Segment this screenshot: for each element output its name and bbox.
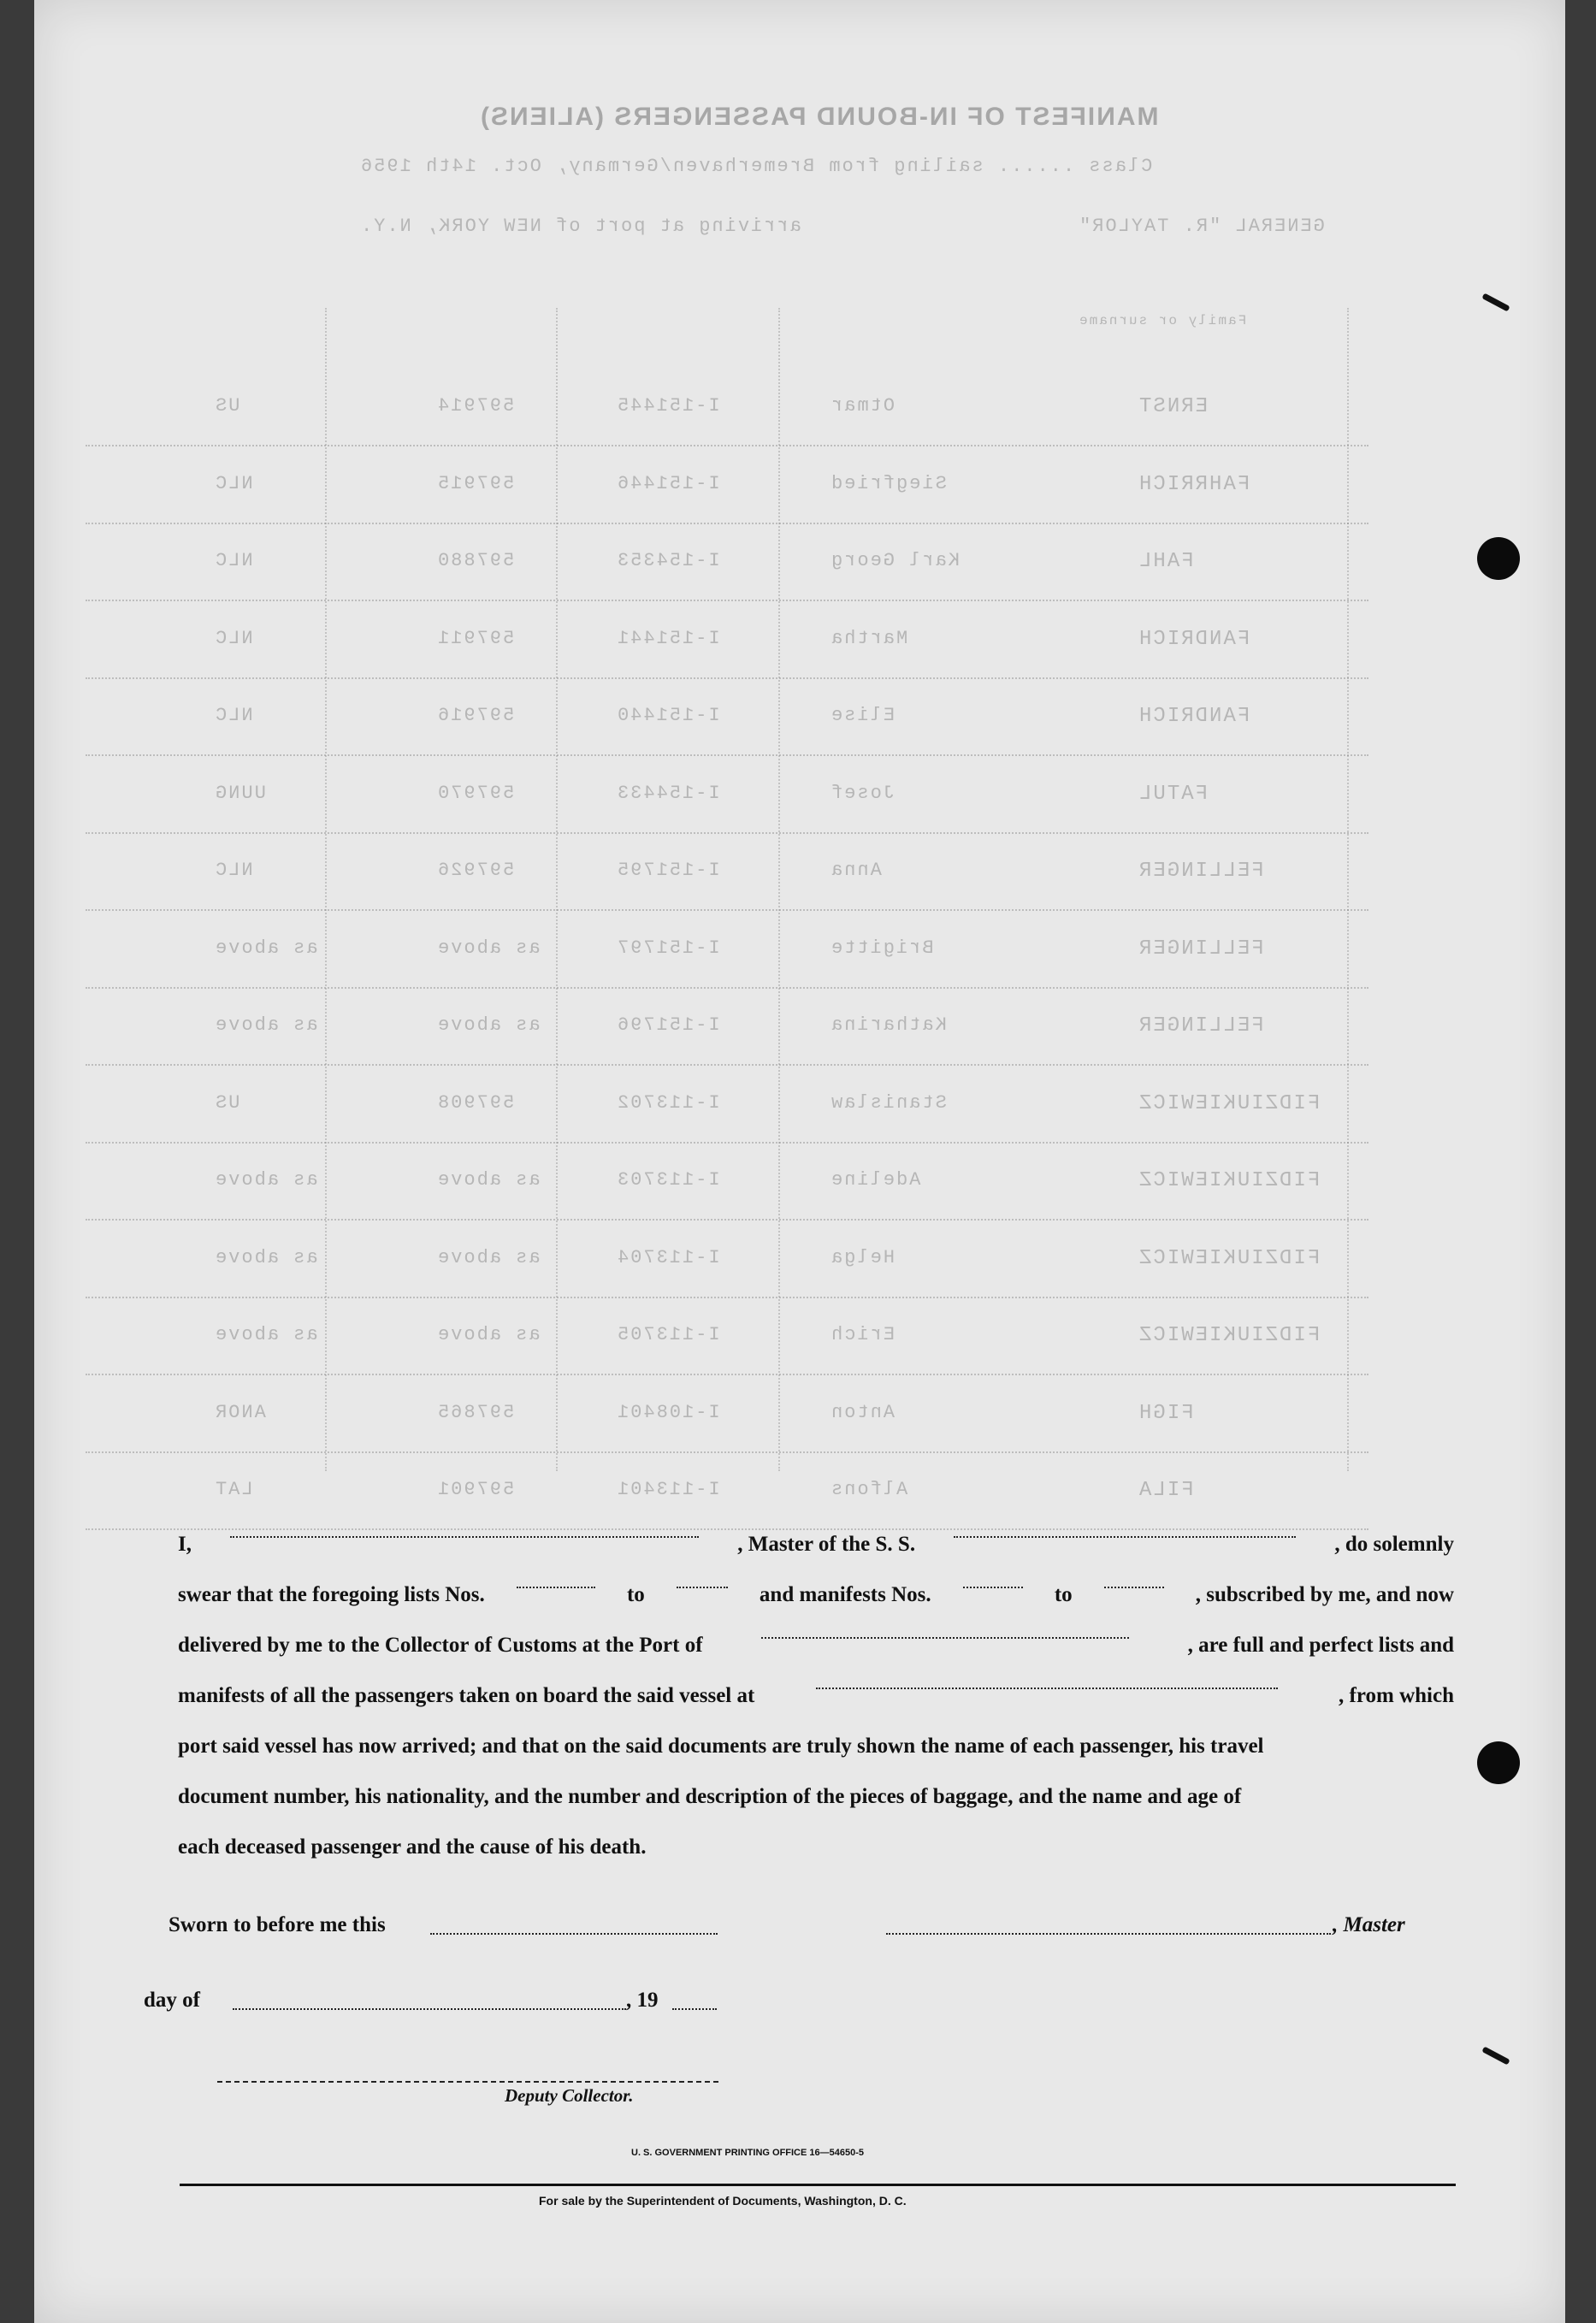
- faint-passenger-doc: I-113705: [616, 1324, 720, 1345]
- faint-passenger-no: 597908: [436, 1091, 515, 1114]
- faint-passenger-no: as above: [436, 1014, 541, 1036]
- faint-form-title: MANIFEST OF IN-BOUND PASSENGERS (ALIENS): [479, 103, 1159, 131]
- oath-text: I,: [178, 1533, 192, 1556]
- oath-text: port said vessel has now arrived; and that on the said documents are truly shown the name of each passenger, his travel: [178, 1735, 1264, 1758]
- faint-passenger-nat: US: [214, 1091, 240, 1114]
- faint-passenger-given: Katharina: [830, 1014, 947, 1036]
- faint-passenger-nat: NLC: [214, 627, 253, 649]
- faint-row-rule: [86, 523, 1368, 524]
- faint-row-rule: [86, 754, 1368, 756]
- oath-text: and manifests Nos.: [759, 1583, 931, 1606]
- faint-passenger-doc: I-113703: [616, 1169, 720, 1191]
- port-field[interactable]: [761, 1620, 1129, 1639]
- lists-to-field[interactable]: [677, 1569, 728, 1588]
- faint-passenger-nat: US: [214, 395, 240, 417]
- faint-passenger-surname: FIGH: [1138, 1401, 1194, 1425]
- faint-passenger-surname: FELLINGER: [1138, 860, 1264, 883]
- faint-passenger-surname: FATUL: [1138, 782, 1209, 806]
- faint-passenger-nat: as above: [214, 1324, 318, 1345]
- manifest-page: [34, 0, 1565, 2323]
- faint-passenger-doc: I-151797: [616, 937, 720, 959]
- faint-passenger-nat: as above: [214, 937, 318, 959]
- faint-passenger-given: Stanislaw: [830, 1091, 947, 1114]
- oath-line-6: [178, 1771, 1454, 1822]
- faint-passenger-surname: FIDZIUKIEWICZ: [1138, 1169, 1321, 1192]
- faint-passenger-nat: ANOR: [214, 1401, 266, 1423]
- faint-passenger-no: as above: [436, 1324, 541, 1345]
- faint-passenger-surname: FELLINGER: [1138, 937, 1264, 961]
- faint-vessel-line: GENERAL "R. TAYLOR": [1078, 216, 1325, 237]
- faint-passenger-no: 597926: [436, 860, 515, 881]
- footer-rule: [180, 2184, 1456, 2186]
- oath-line-2: [178, 1569, 1454, 1620]
- edge-mark-bottom: [1481, 2046, 1510, 2065]
- manifests-to-field[interactable]: [1104, 1569, 1164, 1588]
- faint-passenger-given: Alfons: [830, 1479, 908, 1500]
- faint-row-rule: [86, 445, 1368, 446]
- faint-passenger-given: Brigitte: [830, 937, 934, 959]
- faint-passenger-no: 597911: [436, 627, 515, 649]
- faint-passenger-given: Adeline: [830, 1169, 921, 1191]
- faint-passenger-given: Anton: [830, 1401, 896, 1423]
- faint-arriving-line: arriving at port of NEW YORK, N.Y.: [359, 216, 801, 237]
- year-field[interactable]: [672, 1991, 717, 2010]
- faint-sailing-line: Class ...... sailing from Bremerhaven/Germany, Oct. 14th 1956: [359, 156, 1153, 177]
- faint-passenger-doc: I-113401: [616, 1479, 720, 1500]
- faint-passenger-nat: NLC: [214, 472, 253, 494]
- faint-passenger-nat: LAT: [214, 1479, 253, 1500]
- faint-passenger-doc: I-154353: [616, 550, 720, 571]
- for-sale-imprint: For sale by the Superintendent of Documents, Washington, D. C.: [539, 2194, 907, 2208]
- oath-text: , from which: [1339, 1684, 1454, 1707]
- faint-passenger-doc: I-113702: [616, 1091, 720, 1114]
- faint-passenger-no: 597901: [436, 1479, 515, 1500]
- faint-passenger-no: 597970: [436, 782, 515, 804]
- punch-hole-top: [1477, 537, 1520, 580]
- ship-name-field[interactable]: [954, 1519, 1296, 1538]
- faint-passenger-doc: I-151440: [616, 705, 720, 726]
- faint-row-rule: [86, 1064, 1368, 1066]
- oath-text: , subscribed by me, and now: [1195, 1583, 1454, 1606]
- faint-column-header: Family or surname: [1078, 313, 1247, 328]
- faint-passenger-no: 597880: [436, 550, 515, 571]
- day-of-label: day of: [144, 1989, 200, 2012]
- faint-passenger-given: Martha: [830, 627, 908, 649]
- faint-row-rule: [86, 1142, 1368, 1144]
- master-name-field[interactable]: [230, 1519, 699, 1538]
- faint-passenger-doc: I-154433: [616, 782, 720, 804]
- faint-row-rule: [86, 600, 1368, 601]
- oath-line-3: [178, 1620, 1454, 1670]
- lists-from-field[interactable]: [517, 1569, 595, 1588]
- faint-passenger-doc: I-151445: [616, 395, 720, 417]
- faint-row-rule: [86, 1297, 1368, 1298]
- faint-passenger-surname: FAHRRICH: [1138, 472, 1250, 496]
- sworn-date-field[interactable]: [430, 1916, 718, 1935]
- deputy-collector-label: Deputy Collector.: [505, 2085, 634, 2106]
- faint-passenger-no: 597865: [436, 1401, 515, 1423]
- faint-passenger-surname: FANDRICH: [1138, 705, 1250, 728]
- oath-text: , Master of the S. S.: [737, 1533, 916, 1556]
- oath-line-4: [178, 1670, 1454, 1721]
- faint-passenger-doc: I-151441: [616, 627, 720, 649]
- oath-line-1: [178, 1519, 1454, 1569]
- faint-passenger-given: Helga: [830, 1246, 896, 1268]
- faint-passenger-nat: as above: [214, 1014, 318, 1036]
- year-label: , 19: [626, 1989, 659, 2012]
- oath-text: delivered by me to the Collector of Customs at the Port of: [178, 1634, 703, 1657]
- faint-passenger-given: Anna: [830, 860, 882, 881]
- oath-line-7: [178, 1822, 1454, 1872]
- faint-row-rule: [86, 987, 1368, 989]
- faint-passenger-doc: I-151795: [616, 860, 720, 881]
- faint-passenger-doc: I-151796: [616, 1014, 720, 1036]
- faint-passenger-nat: as above: [214, 1246, 318, 1268]
- printing-office-imprint: U. S. GOVERNMENT PRINTING OFFICE 16—54650-5: [631, 2148, 865, 2158]
- sworn-label: Sworn to before me this: [168, 1913, 386, 1936]
- oath-line-5: [178, 1721, 1454, 1771]
- edge-mark-top: [1481, 293, 1510, 311]
- oath-text: , are full and perfect lists and: [1187, 1634, 1454, 1657]
- faint-passenger-no: 597914: [436, 395, 515, 417]
- faint-passenger-surname: ERNST: [1138, 395, 1209, 418]
- faint-passenger-nat: UUNG: [214, 782, 266, 804]
- faint-row-rule: [86, 1219, 1368, 1221]
- faint-passenger-no: 597915: [436, 472, 515, 494]
- faint-passenger-nat: NLC: [214, 860, 253, 881]
- faint-passenger-given: Erich: [830, 1324, 896, 1345]
- faint-passenger-doc: I-113704: [616, 1246, 720, 1268]
- faint-passenger-doc: I-151446: [616, 472, 720, 494]
- faint-passenger-given: Siegfried: [830, 472, 947, 494]
- faint-row-rule: [86, 1374, 1368, 1375]
- faint-passenger-surname: FIDZIUKIEWICZ: [1138, 1324, 1321, 1347]
- day-of-field[interactable]: [233, 1991, 626, 2010]
- faint-row-rule: [86, 677, 1368, 679]
- master-label: , Master: [1333, 1913, 1405, 1936]
- faint-passenger-doc: I-108401: [616, 1401, 720, 1423]
- oath-text: to: [1054, 1583, 1073, 1606]
- oath-text: document number, his nationality, and the number and description of the pieces of baggage, and the name and age of: [178, 1785, 1242, 1808]
- faint-passenger-surname: FILA: [1138, 1479, 1194, 1502]
- deputy-signature-field[interactable]: [217, 2081, 718, 2083]
- faint-passenger-given: Karl Georg: [830, 550, 961, 571]
- faint-passenger-given: Elise: [830, 705, 896, 726]
- faint-passenger-nat: NLC: [214, 705, 253, 726]
- oath-text: each deceased passenger and the cause of his death.: [178, 1835, 647, 1859]
- faint-passenger-given: Josef: [830, 782, 896, 804]
- faint-passenger-nat: as above: [214, 1169, 318, 1191]
- faint-passenger-no: as above: [436, 1246, 541, 1268]
- departure-port-field[interactable]: [816, 1670, 1278, 1689]
- oath-text: swear that the foregoing lists Nos.: [178, 1583, 485, 1606]
- faint-passenger-no: as above: [436, 1169, 541, 1191]
- faint-row-rule: [86, 1451, 1368, 1453]
- punch-hole-bottom: [1477, 1741, 1520, 1784]
- faint-row-rule: [86, 832, 1368, 834]
- faint-passenger-surname: FIDZIUKIEWICZ: [1138, 1091, 1321, 1115]
- oath-text: manifests of all the passengers taken on board the said vessel at: [178, 1684, 755, 1707]
- faint-passenger-given: Otmar: [830, 395, 896, 417]
- oath-text: to: [626, 1583, 645, 1606]
- faint-passenger-surname: FANDRICH: [1138, 627, 1250, 651]
- faint-passenger-surname: FAHL: [1138, 550, 1194, 573]
- master-signature-field[interactable]: [886, 1916, 1331, 1935]
- manifests-from-field[interactable]: [963, 1569, 1023, 1588]
- oath-paragraph: [178, 1519, 1454, 1872]
- faint-passenger-no: as above: [436, 937, 541, 959]
- faint-passenger-no: 597916: [436, 705, 515, 726]
- faint-passenger-surname: FIDZIUKIEWICZ: [1138, 1246, 1321, 1270]
- oath-text: , do solemnly: [1334, 1533, 1454, 1556]
- faint-passenger-nat: NLC: [214, 550, 253, 571]
- faint-passenger-surname: FELLINGER: [1138, 1014, 1264, 1037]
- faint-row-rule: [86, 909, 1368, 911]
